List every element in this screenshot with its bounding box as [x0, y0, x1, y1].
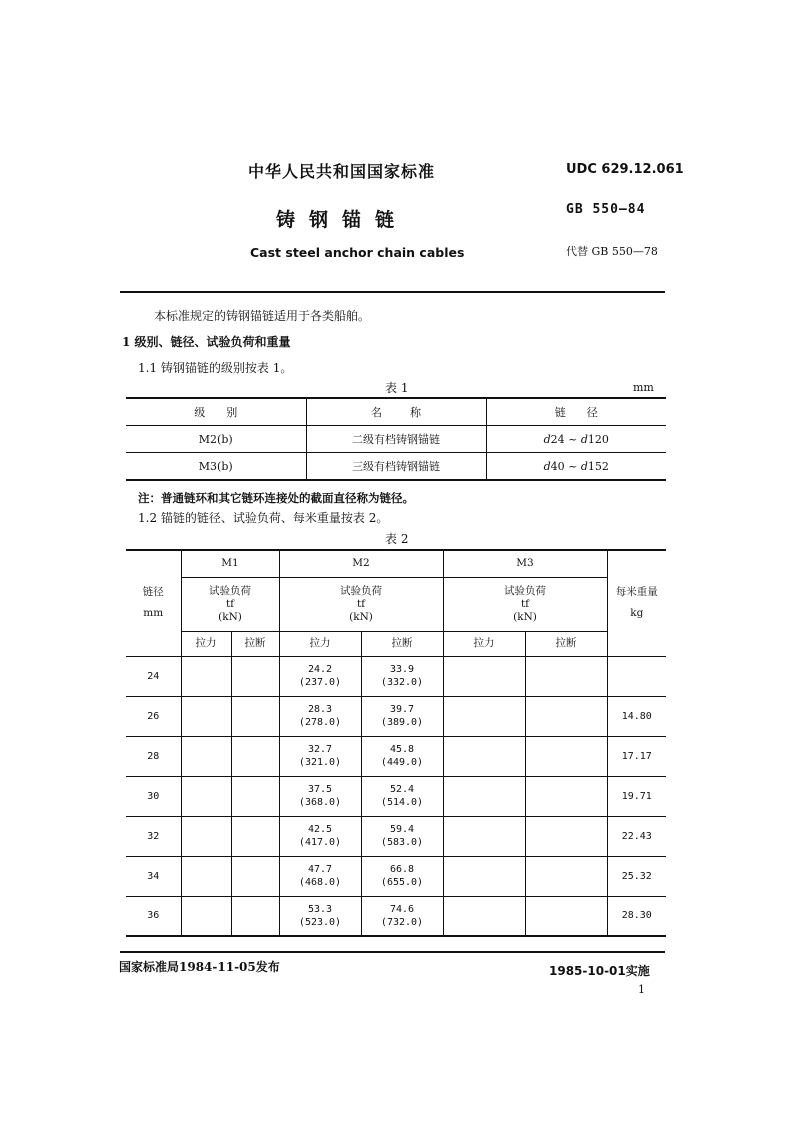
table-2: [126, 549, 666, 937]
udc-code: UDC 629.12.061: [566, 162, 684, 177]
section-1-2-text: 1.2 锚链的链径、试验负荷、每米重量按表 2。: [138, 511, 389, 525]
diameter-value: 30: [147, 790, 160, 802]
m1-break-cell: [231, 776, 279, 816]
load-tf: 59.4: [389, 824, 415, 835]
diameter-cell: [126, 816, 181, 856]
load-kn: (237.0): [298, 677, 342, 688]
table-1-unit: mm: [633, 381, 654, 394]
standard-title-cn: 中华人民共和国国家标准: [248, 162, 436, 181]
table-1-diameter-range: d24 ~ d120: [486, 426, 666, 453]
diameter-value: 26: [147, 710, 160, 722]
table-2-header-row-3: [126, 631, 666, 656]
m2-break-cell: [361, 656, 443, 696]
load-kn: (732.0): [380, 916, 424, 928]
m1-tension-cell: [181, 696, 231, 736]
weight-cell: [607, 896, 666, 936]
m3-tension-cell: [443, 656, 525, 696]
table-1-grade: M3(b): [126, 453, 306, 481]
m3-tension-cell: [443, 736, 525, 776]
load-tf: 24.2: [307, 664, 333, 675]
weight-cell: [607, 776, 666, 816]
m2-break-cell: [361, 736, 443, 776]
test-load-unit-kn: (kN): [513, 610, 537, 623]
table-2-m3-test-load: [443, 577, 607, 631]
weight-label: 每米重量: [615, 586, 658, 599]
load-tf: 52.4: [389, 784, 415, 795]
load-kn: (583.0): [380, 837, 424, 848]
weight-value: 17.17: [621, 750, 652, 762]
m3-tension-header: 拉力: [443, 631, 525, 656]
m3-break-cell: [525, 776, 607, 816]
diameter-cell: [126, 736, 181, 776]
m1-break-cell: [231, 736, 279, 776]
footer-rule: [120, 951, 665, 953]
m2-tension-cell: [279, 656, 361, 696]
test-load-unit-tf: tf: [520, 597, 530, 610]
table-2-m2-test-load: [279, 577, 443, 631]
m1-tension-cell: [181, 896, 231, 936]
m1-tension-cell: [181, 776, 231, 816]
m2-break-header: 拉断: [361, 631, 443, 656]
load-kn: (389.0): [380, 717, 424, 728]
load-tf: 28.3: [307, 704, 333, 715]
table-1-diameter-range: d40 ~ d152: [486, 453, 666, 481]
m2-tension-cell: [279, 896, 361, 936]
diameter-from: 40: [550, 459, 565, 473]
m2-tension-cell: [279, 776, 361, 816]
m3-break-cell: [525, 856, 607, 896]
document-title-cn: 铸钢锚链: [276, 209, 409, 231]
load-kn: (368.0): [298, 797, 342, 808]
section-1-heading: 1 级别、链径、试验负荷和重量: [122, 335, 291, 349]
m1-break-cell: [231, 696, 279, 736]
issued-date: 国家标准局1984-11-05发布: [119, 960, 280, 974]
load-tf: 74.6: [389, 903, 415, 915]
page-number: 1: [638, 983, 645, 996]
table-row: [126, 656, 666, 696]
weight-cell: [607, 736, 666, 776]
load-tf: 33.9: [389, 664, 415, 675]
load-tf: 42.5: [307, 824, 333, 835]
test-load-unit-tf: tf: [356, 597, 366, 610]
effective-date: 1985-10-01实施: [549, 964, 650, 978]
diameter-cell: [126, 896, 181, 936]
m1-tension-cell: [181, 736, 231, 776]
m3-tension-cell: [443, 856, 525, 896]
table-1-header-grade: 级 别: [126, 398, 306, 426]
load-tf: 47.7: [307, 864, 333, 875]
m3-break-cell: [525, 736, 607, 776]
table-2-body: [126, 656, 666, 936]
document-title-en: Cast steel anchor chain cables: [250, 245, 465, 260]
table-row: [126, 776, 666, 816]
diameter-value: 24: [147, 670, 160, 682]
m2-tension-cell: [279, 816, 361, 856]
m1-tension-cell: [181, 856, 231, 896]
test-load-label: 试验负荷: [504, 584, 546, 597]
m3-break-cell: [525, 816, 607, 856]
m3-tension-cell: [443, 816, 525, 856]
test-load-unit-kn: (kN): [218, 610, 242, 623]
m3-break-cell: [525, 896, 607, 936]
load-kn: (321.0): [298, 757, 342, 768]
intro-paragraph: 本标准规定的铸钢锚链适用于各类船舶。: [154, 309, 371, 323]
load-tf: 45.8: [389, 744, 415, 755]
table-1-name: 二级有档铸钢锚链: [306, 426, 486, 453]
diameter-from: 24: [550, 432, 565, 446]
table-row: [126, 426, 666, 453]
m3-break-header: 拉断: [525, 631, 607, 656]
load-kn: (332.0): [380, 677, 424, 688]
diameter-value: 34: [147, 870, 160, 882]
diameter-cell: [126, 776, 181, 816]
table-row: [126, 453, 666, 481]
test-load-unit-kn: (kN): [349, 610, 373, 623]
load-tf: 53.3: [307, 903, 333, 915]
m2-break-cell: [361, 896, 443, 936]
table-1-caption: 表 1: [385, 381, 409, 395]
diameter-value: 28: [147, 750, 160, 762]
table-1-header-diameter: 链 径: [486, 398, 666, 426]
table-2-header-m2: M2: [279, 550, 443, 577]
load-kn: (278.0): [298, 717, 342, 728]
load-kn: (655.0): [380, 877, 424, 888]
load-kn: (523.0): [298, 916, 342, 928]
test-load-label: 试验负荷: [209, 584, 251, 597]
m3-break-cell: [525, 696, 607, 736]
weight-cell: [607, 696, 666, 736]
m2-break-cell: [361, 776, 443, 816]
m3-break-cell: [525, 656, 607, 696]
load-kn: (468.0): [298, 877, 342, 888]
diameter-label: 链径: [142, 586, 164, 599]
m1-break-header: 拉断: [231, 631, 279, 656]
load-tf: 39.7: [389, 704, 415, 715]
m2-tension-cell: [279, 856, 361, 896]
load-tf: 66.8: [389, 864, 415, 875]
m1-tension-header: 拉力: [181, 631, 231, 656]
diameter-to: 152: [587, 459, 609, 473]
table-row: [126, 816, 666, 856]
m3-tension-cell: [443, 696, 525, 736]
m2-tension-cell: [279, 736, 361, 776]
m2-break-cell: [361, 696, 443, 736]
m1-tension-cell: [181, 656, 231, 696]
table-2-header-m1: M1: [181, 550, 279, 577]
table-1-header-row: [126, 398, 666, 426]
load-tf: 32.7: [307, 744, 333, 755]
weight-cell: [607, 856, 666, 896]
table-row: [126, 696, 666, 736]
diameter-cell: [126, 656, 181, 696]
load-tf: 37.5: [307, 784, 333, 795]
table-row: [126, 896, 666, 936]
section-1-1-text: 1.1 铸钢锚链的级别按表 1。: [138, 361, 293, 375]
table-1-grade: M2(b): [126, 426, 306, 453]
diameter-to: 120: [587, 432, 609, 446]
diameter-cell: [126, 856, 181, 896]
table-2-m1-test-load: [181, 577, 279, 631]
table-row: [126, 856, 666, 896]
weight-value: 14.80: [621, 710, 652, 722]
table-1-note: 注：普通链环和其它链环连接处的截面直径称为链径。: [138, 491, 414, 505]
m1-break-cell: [231, 816, 279, 856]
table-2-header-m3: M3: [443, 550, 607, 577]
load-kn: (449.0): [380, 757, 424, 768]
diameter-value: 36: [147, 910, 160, 922]
table-1-header-name: 名 称: [306, 398, 486, 426]
weight-value: 28.30: [621, 910, 652, 922]
m1-break-cell: [231, 856, 279, 896]
table-2-header-diameter: [126, 550, 181, 656]
replaces-standard: 代替 GB 550—78: [566, 245, 658, 258]
gb-number: GB 550—84: [566, 202, 646, 217]
m3-tension-cell: [443, 776, 525, 816]
load-kn: (417.0): [298, 837, 342, 848]
m3-tension-cell: [443, 896, 525, 936]
weight-value: 25.32: [621, 870, 652, 882]
m2-tension-cell: [279, 696, 361, 736]
diameter-value: 32: [147, 830, 160, 842]
m2-break-cell: [361, 856, 443, 896]
m1-tension-cell: [181, 816, 231, 856]
m2-break-cell: [361, 816, 443, 856]
test-load-unit-tf: tf: [225, 597, 235, 610]
m1-break-cell: [231, 656, 279, 696]
table-2-header-row-1: [126, 550, 666, 577]
table-row: [126, 736, 666, 776]
weight-value: 19.71: [621, 790, 652, 802]
weight-unit: kg: [630, 607, 644, 620]
diameter-cell: [126, 696, 181, 736]
header-rule: [120, 291, 665, 293]
weight-cell: [607, 816, 666, 856]
m2-tension-header: 拉力: [279, 631, 361, 656]
diameter-unit: mm: [143, 607, 164, 620]
m1-break-cell: [231, 896, 279, 936]
weight-cell: [607, 656, 666, 696]
load-kn: (514.0): [380, 797, 424, 808]
test-load-label: 试验负荷: [340, 584, 382, 597]
table-2-header-row-2: [126, 577, 666, 631]
table-1-name: 三级有档铸钢锚链: [306, 453, 486, 481]
table-2-header-weight: [607, 550, 666, 656]
weight-value: 22.43: [621, 830, 652, 842]
table-1: [126, 397, 666, 481]
table-2-caption: 表 2: [385, 532, 409, 546]
